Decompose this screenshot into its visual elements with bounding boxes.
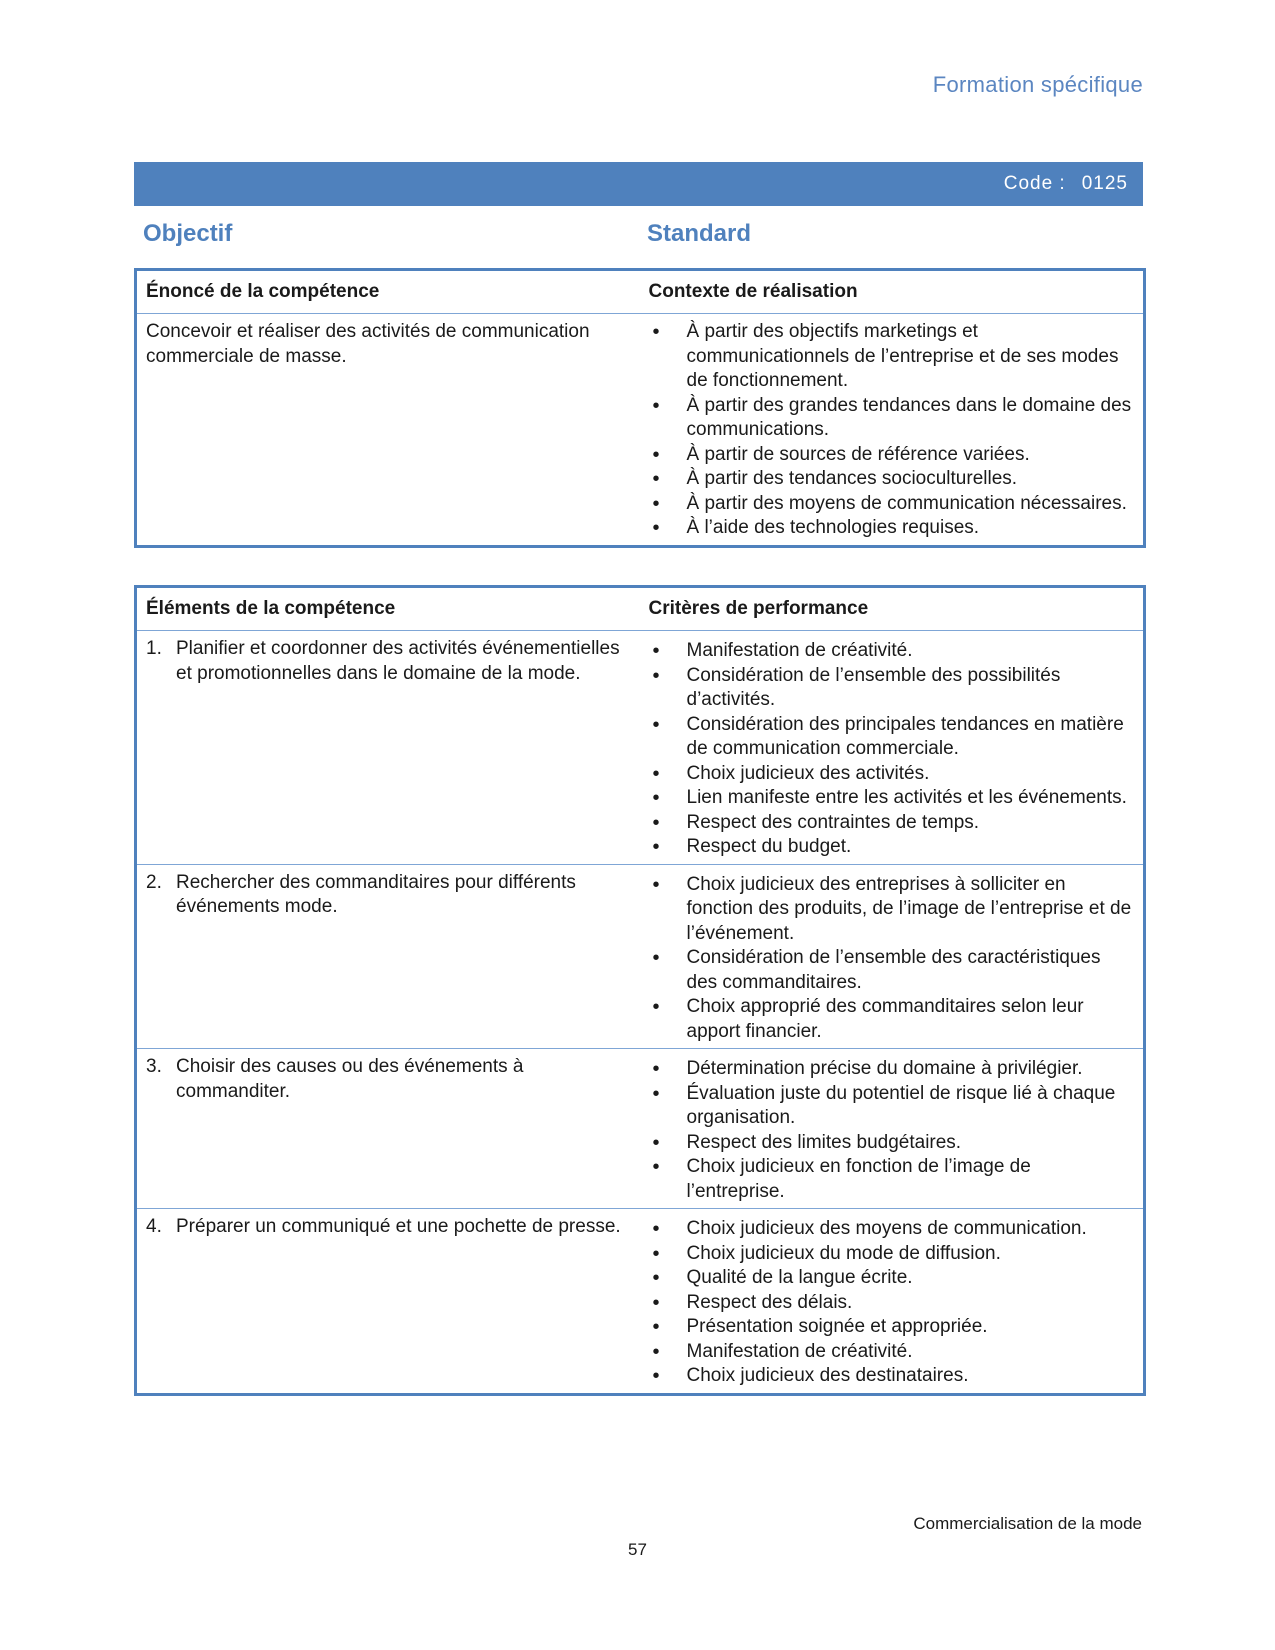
criterion-item: • Lien manifeste entre les activités et les événements. — [650, 786, 1134, 811]
table-row — [136, 864, 1145, 1049]
table-row — [136, 1049, 1145, 1209]
criterion-item: • Choix judicieux en fonction de l’image de l’entreprise. — [650, 1155, 1134, 1204]
criteria-list — [650, 639, 1134, 860]
criterion-item: • Choix approprié des commanditaires selon leur apport financier. — [650, 995, 1134, 1044]
context-list — [650, 320, 1134, 541]
criterion-item: • Choix judicieux du mode de diffusion. — [650, 1242, 1134, 1267]
numbered-element — [146, 1055, 631, 1104]
table-row — [136, 631, 1145, 865]
element-number: 2. — [146, 871, 162, 893]
element-number: 1. — [146, 638, 162, 659]
footer-title: Commercialisation de la mode — [913, 1514, 1142, 1533]
numbered-element — [146, 637, 631, 686]
statement-header: Énoncé de la compétence — [136, 270, 640, 314]
criterion-item: • Choix judicieux des moyens de communication. — [650, 1217, 1134, 1242]
criterion-item: • Manifestation de créativité. — [650, 639, 1134, 664]
criterion-item: • Considération de l’ensemble des possibilités d’activités. — [650, 664, 1134, 713]
running-header: Formation spécifique — [932, 72, 1143, 97]
element-number: 3. — [146, 1056, 162, 1077]
element-cell — [136, 1209, 640, 1395]
criterion-item: • Considération des principales tendances en matière de communication commerciale. — [650, 713, 1134, 762]
criterion-item: • Respect du budget. — [650, 835, 1134, 860]
competence-statement: Concevoir et réaliser des activités de communication commerciale de masse. — [146, 321, 590, 367]
element-cell — [136, 1049, 640, 1209]
criterion-item: • Considération de l’ensemble des caractéristiques des commanditaires. — [650, 946, 1134, 995]
criterion-item: • Présentation soignée et appropriée. — [650, 1315, 1134, 1340]
criterion-item: • Évaluation juste du potentiel de risque lié à chaque organisation. — [650, 1082, 1134, 1131]
context-item: • À partir des moyens de communication nécessaires. — [650, 492, 1134, 517]
context-item: • À l’aide des technologies requises. — [650, 516, 1134, 541]
numbered-element — [146, 871, 631, 920]
element-cell — [136, 631, 640, 865]
criteria-cell — [640, 1209, 1145, 1395]
heading-objectif: Objectif — [143, 220, 233, 247]
criterion-item: • Manifestation de créativité. — [650, 1340, 1134, 1365]
element-text: Choisir des causes ou des événements à commanditer. — [176, 1056, 524, 1102]
context-item: • À partir des objectifs marketings et communicationnels de l’entreprise et de ses modes de fonctionnement. — [650, 320, 1134, 394]
elements-body — [136, 631, 1145, 1395]
element-text: Planifier et coordonner des activités événementielles et promotionnelles dans le domaine de la mode. — [176, 638, 620, 684]
context-item: • À partir des tendances socioculturelles. — [650, 467, 1134, 492]
criteria-cell — [640, 1049, 1145, 1209]
criteria-list — [650, 1217, 1134, 1389]
criterion-item: • Détermination précise du domaine à privilégier. — [650, 1057, 1134, 1082]
code-bar — [134, 162, 1143, 206]
criteria-list — [650, 1057, 1134, 1204]
element-cell — [136, 864, 640, 1049]
element-text: Préparer un communiqué et une pochette de presse. — [176, 1216, 621, 1237]
element-number: 4. — [146, 1216, 162, 1237]
context-table — [134, 268, 1146, 548]
code-label: Code : — [1003, 173, 1066, 194]
criteria-cell — [640, 631, 1145, 865]
criterion-item: • Respect des limites budgétaires. — [650, 1131, 1134, 1156]
table-row — [136, 1209, 1145, 1395]
element-text: Rechercher des commanditaires pour différents événements mode. — [176, 871, 576, 917]
criteria-header: Critères de performance — [640, 587, 1145, 631]
criterion-item: • Qualité de la langue écrite. — [650, 1266, 1134, 1291]
page-number: 57 — [628, 1540, 647, 1559]
section-headings — [134, 220, 1143, 254]
criteria-cell — [640, 864, 1145, 1049]
context-item: • À partir des grandes tendances dans le domaine des communications. — [650, 394, 1134, 443]
criterion-item: • Choix judicieux des activités. — [650, 762, 1134, 787]
criterion-item: • Respect des contraintes de temps. — [650, 811, 1134, 836]
criteria-list — [650, 873, 1134, 1045]
context-cell — [640, 314, 1145, 547]
criterion-item: • Choix judicieux des entreprises à solliciter en fonction des produits, de l’image de l’entreprise et de l’événement. — [650, 873, 1134, 947]
statement-cell — [136, 314, 640, 547]
context-header: Contexte de réalisation — [640, 270, 1145, 314]
elements-table — [134, 585, 1146, 1396]
elements-header: Éléments de la compétence — [136, 587, 640, 631]
criterion-item: • Respect des délais. — [650, 1291, 1134, 1316]
context-item: • À partir de sources de référence variées. — [650, 443, 1134, 468]
heading-standard: Standard — [647, 220, 752, 247]
criterion-item: • Choix judicieux des destinataires. — [650, 1364, 1134, 1389]
code-value: 0125 — [1081, 173, 1128, 194]
numbered-element — [146, 1215, 631, 1240]
